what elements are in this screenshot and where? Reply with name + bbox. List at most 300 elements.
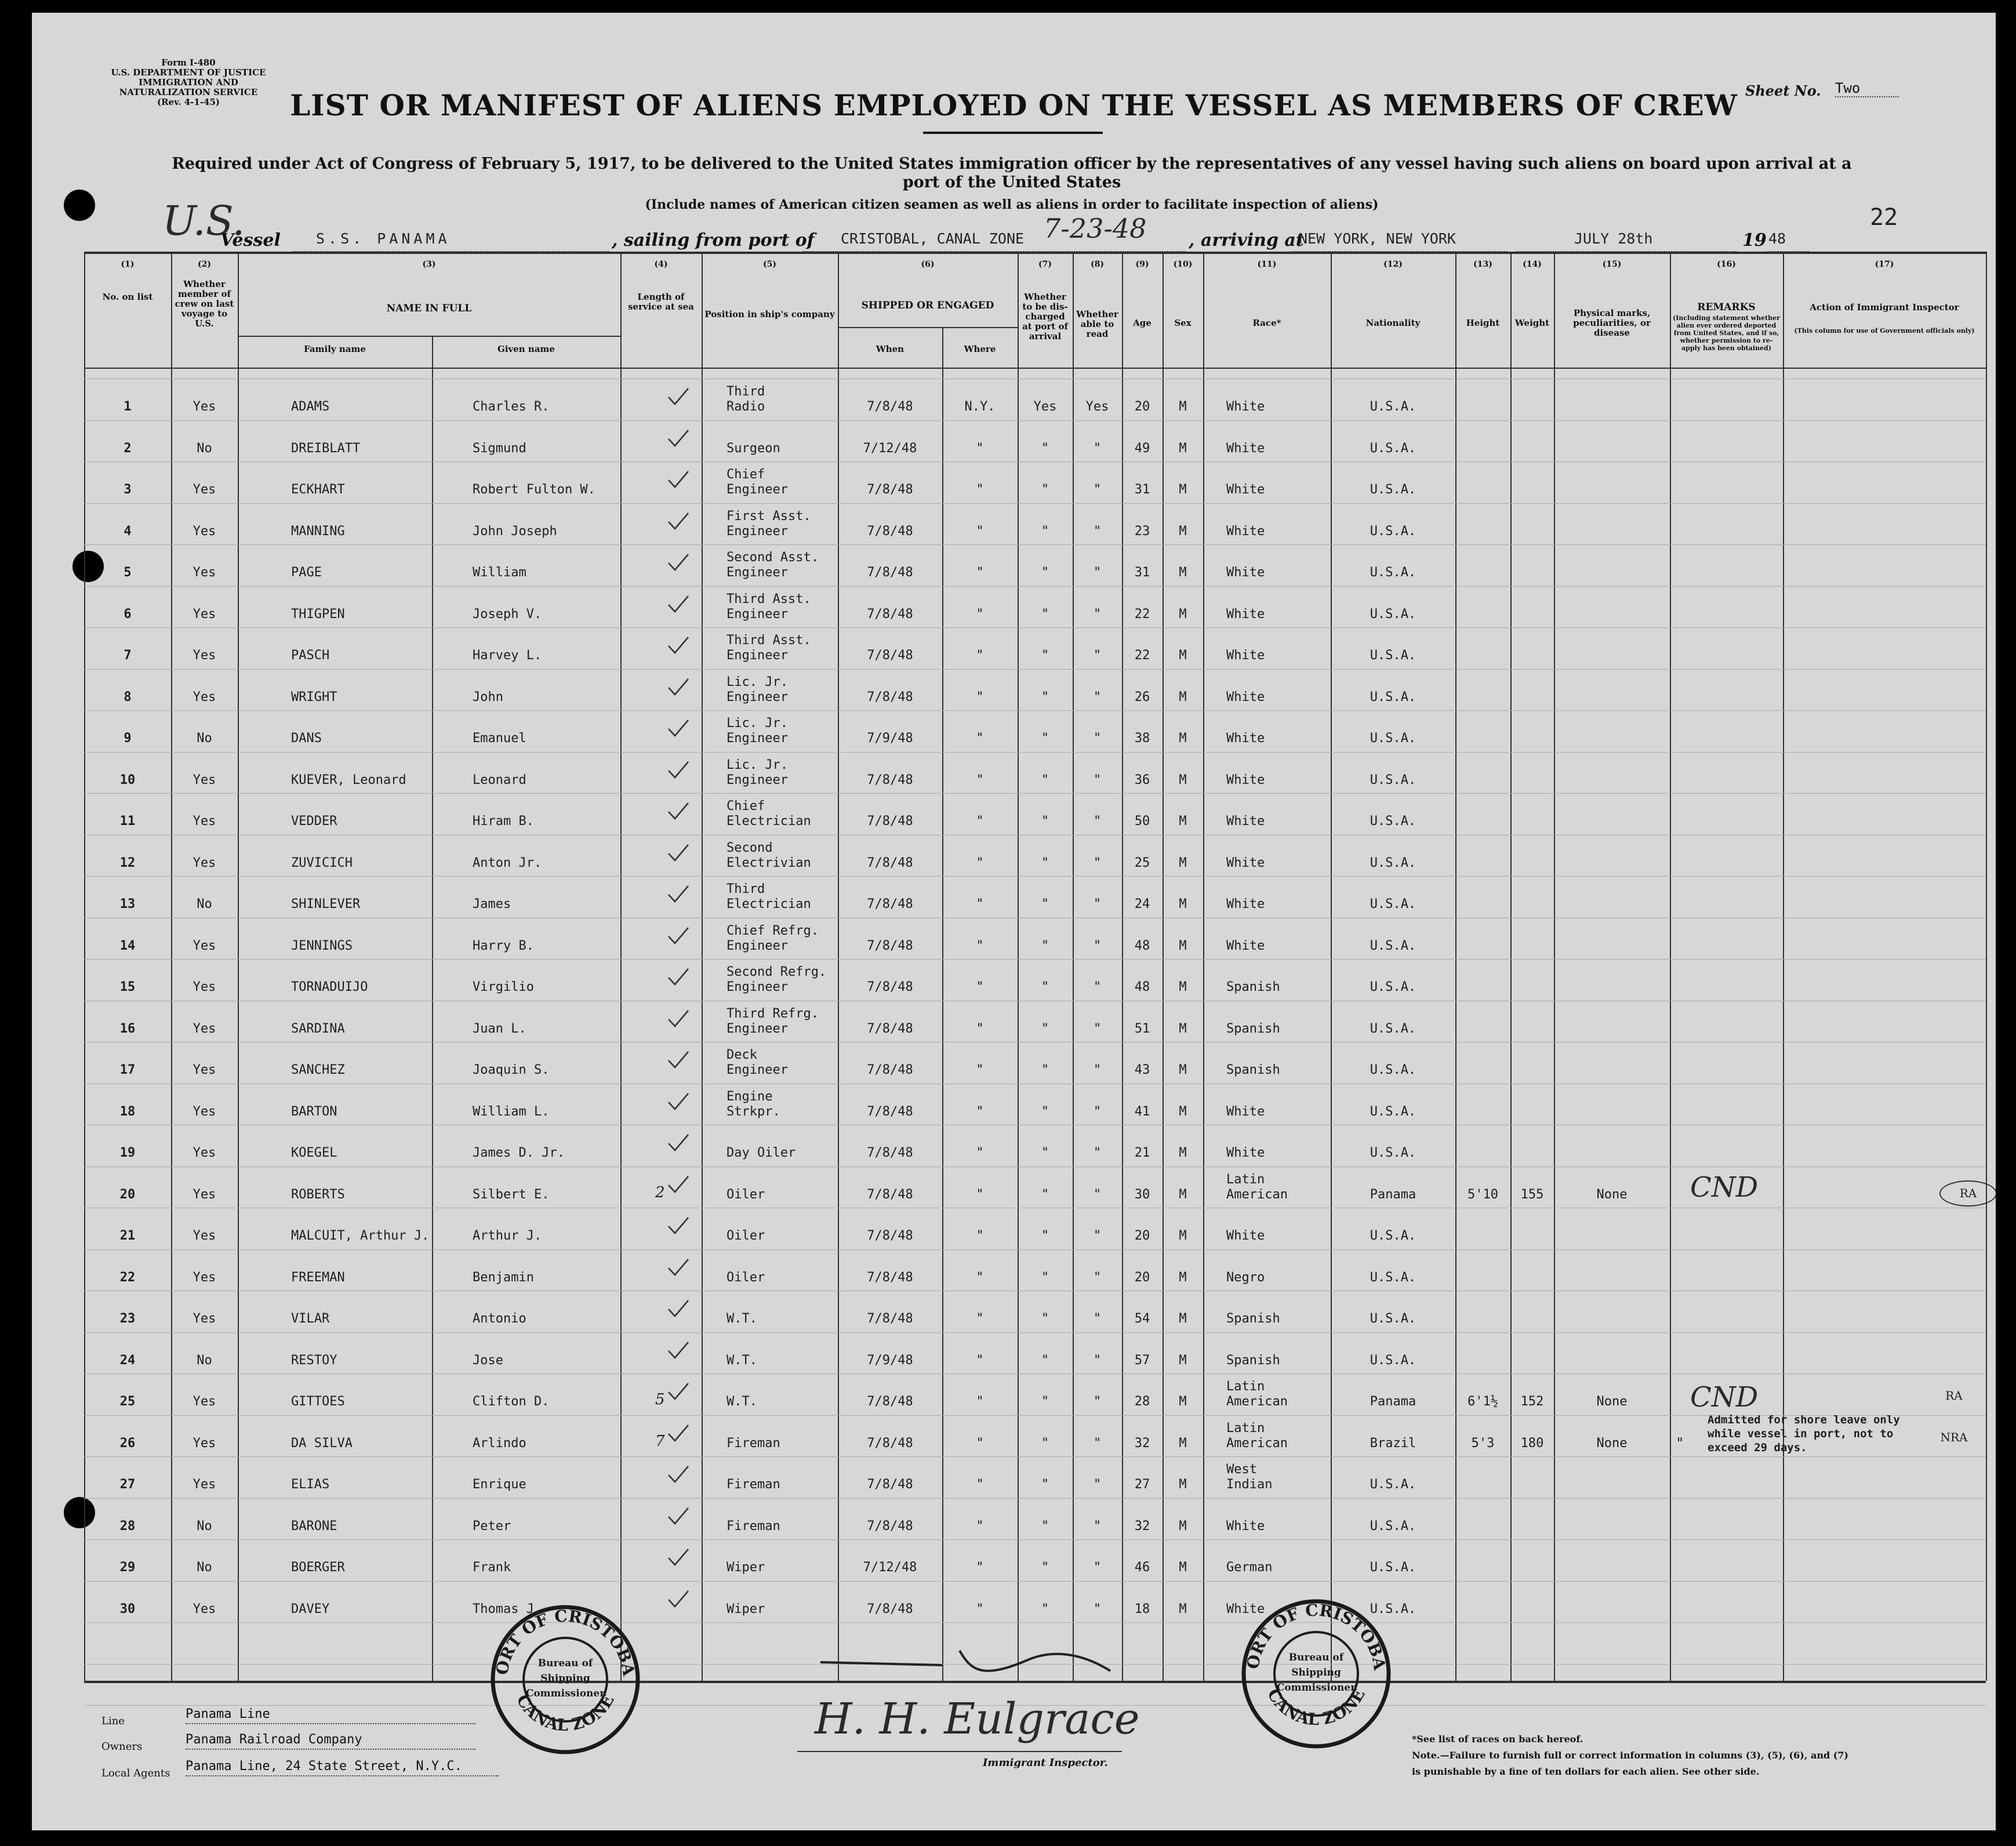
row-number: 10 bbox=[119, 772, 136, 787]
remarks-ditto: " bbox=[1676, 1434, 1684, 1451]
race-line: Spanish bbox=[1226, 1063, 1280, 1077]
row-number: 16 bbox=[119, 1021, 136, 1036]
header-physical-marks: Physical marks, peculiarities, or disease bbox=[1573, 308, 1651, 338]
shipped-when: 7/8/48 bbox=[867, 1187, 913, 1202]
sheet-value: Two bbox=[1835, 80, 1899, 97]
requirement-text bbox=[119, 155, 1905, 192]
family-name: RESTOY bbox=[291, 1353, 337, 1368]
family-name: TORNADUIJO bbox=[291, 980, 368, 994]
signature-line bbox=[797, 1751, 1122, 1752]
position-line: Lic. Jr. bbox=[727, 757, 788, 772]
age-value: 20 bbox=[1134, 1229, 1150, 1243]
age-value: 22 bbox=[1134, 606, 1150, 622]
checkmark-icon bbox=[667, 1589, 690, 1609]
row-number: 22 bbox=[119, 1270, 136, 1285]
row-number: 11 bbox=[119, 814, 136, 828]
header-able-to-read: Whether able to read bbox=[1076, 309, 1118, 339]
row-number: 17 bbox=[119, 1063, 136, 1077]
stamp-top-text: ORT OF CRISTOBA bbox=[1243, 1600, 1390, 1671]
header-nationality: Nationality bbox=[1365, 318, 1421, 328]
age-value: 32 bbox=[1134, 1436, 1150, 1451]
row-rule bbox=[84, 1539, 1986, 1540]
footnote: Note.—Failure to furnish full or correct information in columns (3), (5), (6), and (7) bbox=[1412, 1750, 1848, 1761]
age-value: 31 bbox=[1134, 482, 1150, 497]
header-family-name: Family name bbox=[304, 344, 366, 354]
row-rule bbox=[84, 503, 1986, 504]
position-line: Chief bbox=[727, 467, 765, 482]
age-value: 26 bbox=[1134, 689, 1150, 704]
row-rule bbox=[84, 710, 1986, 711]
stamp-center-line: Bureau of bbox=[537, 1658, 593, 1669]
last-voyage-value: No bbox=[197, 441, 212, 456]
cristobal-stamp bbox=[1238, 1596, 1394, 1752]
column-divider bbox=[1670, 252, 1671, 1681]
family-name: SHINLEVER bbox=[291, 897, 361, 911]
position-line: Third Refrg. bbox=[727, 1006, 819, 1021]
year-suffix-text: 48 bbox=[1768, 230, 1786, 247]
weight-value: 152 bbox=[1520, 1394, 1544, 1409]
discharged-value: " bbox=[1041, 441, 1049, 456]
row-number: 4 bbox=[123, 524, 132, 539]
nationality-value: U.S.A. bbox=[1370, 1477, 1416, 1492]
weight-value: 155 bbox=[1520, 1187, 1544, 1202]
shipped-when: 7/8/48 bbox=[867, 980, 913, 994]
read-value: " bbox=[1093, 855, 1102, 870]
footnote: *See list of races on back hereof. bbox=[1412, 1734, 1583, 1745]
sex-value: M bbox=[1179, 1560, 1187, 1575]
given-name: William bbox=[473, 565, 526, 580]
row-number: 6 bbox=[123, 606, 132, 622]
last-voyage-value: Yes bbox=[192, 938, 216, 953]
header-where: Where bbox=[964, 344, 996, 354]
race-line: White bbox=[1226, 565, 1265, 580]
header-race: Race* bbox=[1252, 318, 1281, 328]
checkmark-icon bbox=[667, 884, 690, 904]
family-name: BARTON bbox=[291, 1104, 337, 1119]
given-name: Charles R. bbox=[473, 399, 550, 414]
sex-value: M bbox=[1179, 938, 1187, 953]
checkmark-icon bbox=[667, 553, 690, 572]
race-line: White bbox=[1226, 689, 1265, 704]
position-line: Wiper bbox=[727, 1560, 765, 1575]
given-name: Leonard bbox=[473, 772, 526, 787]
row-number: 8 bbox=[123, 689, 132, 704]
discharged-value: " bbox=[1041, 1560, 1049, 1575]
position-line: Third bbox=[727, 882, 765, 896]
row-rule bbox=[84, 420, 1986, 421]
sex-value: M bbox=[1179, 1477, 1187, 1492]
shipped-where: " bbox=[976, 1560, 984, 1575]
header-shipped-or-engaged: SHIPPED OR ENGAGED bbox=[861, 300, 994, 311]
height-value: 5'10 bbox=[1467, 1187, 1498, 1202]
shipped-when: 7/8/48 bbox=[867, 648, 913, 663]
nationality-value: U.S.A. bbox=[1370, 1063, 1416, 1077]
shipped-where: " bbox=[976, 938, 984, 953]
position-line: Second bbox=[727, 840, 773, 855]
last-voyage-value: Yes bbox=[192, 648, 216, 663]
read-value: " bbox=[1093, 1270, 1102, 1285]
year-prefix: 19 bbox=[1742, 230, 1767, 250]
shipped-when: 7/8/48 bbox=[867, 524, 913, 539]
header-age: Age bbox=[1133, 318, 1152, 328]
column-divider bbox=[1073, 252, 1074, 1681]
position-line: Engine bbox=[727, 1089, 773, 1104]
row-number: 12 bbox=[119, 855, 136, 870]
given-name: Frank bbox=[473, 1560, 511, 1575]
age-value: 48 bbox=[1134, 980, 1150, 994]
family-name: VEDDER bbox=[291, 814, 337, 828]
form-number: Form I-480 bbox=[161, 57, 216, 68]
last-voyage-value: Yes bbox=[192, 606, 216, 622]
position-line: Lic. Jr. bbox=[727, 674, 788, 689]
stamp-center-line: Commissioner bbox=[525, 1688, 605, 1699]
stamp-center-line: Commissioner bbox=[1276, 1682, 1356, 1694]
punch-hole bbox=[64, 190, 95, 221]
shipped-where: " bbox=[976, 648, 984, 663]
family-name: JENNINGS bbox=[291, 938, 353, 953]
shipped-where: " bbox=[976, 1518, 984, 1534]
row-number: 23 bbox=[119, 1311, 136, 1326]
checkmark-icon bbox=[667, 1382, 690, 1401]
read-value: " bbox=[1093, 1477, 1102, 1492]
sex-value: M bbox=[1179, 897, 1187, 911]
position-line: Engineer bbox=[727, 648, 788, 663]
race-line: American bbox=[1226, 1436, 1288, 1451]
age-value: 54 bbox=[1134, 1311, 1150, 1326]
last-voyage-value: Yes bbox=[192, 772, 216, 787]
position-line: Engineer bbox=[727, 772, 788, 787]
column-number: (11) bbox=[1257, 260, 1277, 269]
nationality-value: U.S.A. bbox=[1370, 482, 1416, 497]
shipped-when: 7/8/48 bbox=[867, 1104, 913, 1119]
position-line: Engineer bbox=[727, 606, 788, 622]
last-voyage-value: Yes bbox=[192, 1104, 216, 1119]
row-rule bbox=[84, 544, 1986, 545]
race-line: White bbox=[1226, 399, 1265, 414]
given-name: Hiram B. bbox=[473, 814, 534, 828]
vessel-name-text: S.S. PANAMA bbox=[316, 230, 451, 247]
given-name: Peter bbox=[473, 1518, 511, 1534]
position-line: Oiler bbox=[727, 1270, 765, 1285]
nationality-value: U.S.A. bbox=[1370, 524, 1416, 539]
family-name: THIGPEN bbox=[291, 606, 345, 622]
marks-value: None bbox=[1596, 1187, 1628, 1202]
position-line: Engineer bbox=[727, 689, 788, 704]
header-name-in-full: NAME IN FULL bbox=[386, 303, 472, 314]
service-length: 7 bbox=[655, 1432, 665, 1450]
shipped-where: " bbox=[976, 1270, 984, 1285]
read-value: " bbox=[1093, 1187, 1102, 1202]
sex-value: M bbox=[1179, 980, 1187, 994]
position-line: Chief bbox=[727, 799, 765, 813]
header-action: Action of Immigrant Inspector bbox=[1810, 302, 1959, 312]
position-line: Electrician bbox=[727, 814, 811, 828]
nationality-value: U.S.A. bbox=[1370, 1311, 1416, 1326]
family-name: BARONE bbox=[291, 1518, 337, 1534]
vessel-name bbox=[293, 230, 609, 252]
position-line: Engineer bbox=[727, 980, 788, 994]
sex-value: M bbox=[1179, 731, 1187, 746]
vessel-label: Vessel bbox=[220, 230, 281, 250]
form-service: IMMIGRATION AND NATURALIZATION SERVICE bbox=[119, 77, 258, 97]
shipped-when: 7/8/48 bbox=[867, 1311, 913, 1326]
requirement-note: (Include names of American citizen seamen as well as aliens in order to facilitate inspection of aliens) bbox=[645, 197, 1379, 212]
nationality-value: U.S.A. bbox=[1370, 1560, 1416, 1575]
last-voyage-value: Yes bbox=[192, 1601, 216, 1616]
column-number: (3) bbox=[422, 260, 436, 269]
checkmark-icon bbox=[667, 1547, 690, 1567]
discharged-value: " bbox=[1041, 855, 1049, 870]
last-voyage-value: Yes bbox=[192, 1436, 216, 1451]
sex-value: M bbox=[1179, 482, 1187, 497]
race-line: Latin bbox=[1226, 1420, 1265, 1436]
handwritten-date: 7-23-48 bbox=[1044, 213, 1147, 244]
discharged-value: " bbox=[1041, 980, 1049, 994]
discharged-value: " bbox=[1041, 1436, 1049, 1451]
action-value: RA bbox=[1939, 1180, 1996, 1207]
row-rule bbox=[84, 1622, 1986, 1623]
remarks-handwritten: CND bbox=[1690, 1381, 1759, 1413]
family-name: DANS bbox=[291, 731, 322, 746]
read-value: " bbox=[1093, 1436, 1102, 1451]
discharged-value: " bbox=[1041, 897, 1049, 911]
page-number: 22 bbox=[1870, 204, 1898, 231]
stamp-bottom-text: CANAL ZONE bbox=[513, 1691, 618, 1735]
read-value: " bbox=[1093, 482, 1102, 497]
nationality-value: Panama bbox=[1370, 1394, 1416, 1409]
family-name: KUEVER, Leonard bbox=[291, 772, 406, 787]
column-divider bbox=[1018, 252, 1019, 1681]
given-name: Clifton D. bbox=[473, 1394, 550, 1409]
name-subheader-line bbox=[238, 336, 620, 337]
given-name: John bbox=[473, 689, 503, 704]
family-name: SANCHEZ bbox=[291, 1063, 345, 1077]
sex-value: M bbox=[1179, 1436, 1187, 1451]
stamp-center-line: Shipping bbox=[540, 1673, 590, 1684]
row-rule bbox=[84, 1456, 1986, 1457]
shipped-when: 7/8/48 bbox=[867, 1436, 913, 1451]
race-line: German bbox=[1226, 1560, 1273, 1575]
row-number: 20 bbox=[119, 1187, 136, 1202]
family-name: ELIAS bbox=[291, 1477, 330, 1492]
read-value: " bbox=[1093, 441, 1102, 456]
shipped-where: " bbox=[976, 1146, 984, 1160]
discharged-value: " bbox=[1041, 1270, 1049, 1285]
checkmark-icon bbox=[667, 801, 690, 821]
checkmark-icon bbox=[667, 1050, 690, 1070]
row-number: 29 bbox=[119, 1560, 136, 1575]
discharged-value: " bbox=[1041, 1021, 1049, 1036]
shipped-where: " bbox=[976, 1229, 984, 1243]
owners-value: Panama Railroad Company bbox=[186, 1732, 475, 1750]
sex-value: M bbox=[1179, 814, 1187, 828]
sex-value: M bbox=[1179, 1229, 1187, 1243]
last-voyage-value: No bbox=[197, 897, 212, 911]
row-rule bbox=[84, 1373, 1986, 1374]
position-line: Engineer bbox=[727, 482, 788, 497]
sex-value: M bbox=[1179, 1518, 1187, 1534]
race-line: White bbox=[1226, 524, 1265, 539]
shipped-where: " bbox=[976, 441, 984, 456]
shipped-when: 7/8/48 bbox=[867, 772, 913, 787]
age-value: 21 bbox=[1134, 1146, 1150, 1160]
age-value: 38 bbox=[1134, 731, 1150, 746]
given-name: Harry B. bbox=[473, 938, 534, 953]
row-number: 18 bbox=[119, 1104, 136, 1119]
read-value: " bbox=[1093, 897, 1102, 911]
race-line: Spanish bbox=[1226, 980, 1280, 994]
shipped-when: 7/8/48 bbox=[867, 1270, 913, 1285]
given-name: John Joseph bbox=[473, 524, 557, 539]
row-rule bbox=[84, 1415, 1986, 1416]
shipped-when: 7/9/48 bbox=[867, 1353, 913, 1368]
action-value: NRA bbox=[1940, 1430, 1968, 1444]
given-name: James bbox=[473, 897, 511, 911]
sex-value: M bbox=[1179, 1104, 1187, 1119]
read-value: " bbox=[1093, 814, 1102, 828]
nationality-value: U.S.A. bbox=[1370, 399, 1416, 414]
shipped-where: " bbox=[976, 731, 984, 746]
family-name: KOEGEL bbox=[291, 1146, 337, 1160]
nationality-value: U.S.A. bbox=[1370, 606, 1416, 622]
sex-value: M bbox=[1179, 648, 1187, 663]
row-number: 26 bbox=[119, 1436, 136, 1451]
header-height: Height bbox=[1466, 318, 1500, 328]
row-number: 19 bbox=[119, 1146, 136, 1160]
last-voyage-value: Yes bbox=[192, 1270, 216, 1285]
header-position: Position in ship's company bbox=[704, 309, 835, 319]
nationality-value: U.S.A. bbox=[1370, 648, 1416, 663]
service-length: 2 bbox=[655, 1183, 665, 1201]
read-value: " bbox=[1093, 1146, 1102, 1160]
last-voyage-value: Yes bbox=[192, 565, 216, 580]
shipped-where: " bbox=[976, 689, 984, 704]
family-name: SARDINA bbox=[291, 1021, 345, 1036]
position-line: Lic. Jr. bbox=[727, 716, 788, 731]
discharged-value: " bbox=[1041, 1146, 1049, 1160]
column-number: (2) bbox=[198, 260, 211, 269]
discharged-value: " bbox=[1041, 648, 1049, 663]
read-value: " bbox=[1093, 524, 1102, 539]
family-name: DA SILVA bbox=[291, 1436, 353, 1451]
read-value: " bbox=[1093, 648, 1102, 663]
age-value: 46 bbox=[1134, 1560, 1150, 1575]
sex-value: M bbox=[1179, 855, 1187, 870]
column-number: (12) bbox=[1383, 260, 1403, 269]
sex-value: M bbox=[1179, 1353, 1187, 1368]
nationality-value: U.S.A. bbox=[1370, 1353, 1416, 1368]
shipped-when: 7/9/48 bbox=[867, 731, 913, 746]
nationality-value: U.S.A. bbox=[1370, 1146, 1416, 1160]
last-voyage-value: Yes bbox=[192, 482, 216, 497]
race-line: Spanish bbox=[1226, 1311, 1280, 1326]
header-length-of-service: Length of service at sea bbox=[628, 292, 694, 312]
shipped-where: " bbox=[976, 1021, 984, 1036]
family-name: DAVEY bbox=[291, 1601, 330, 1616]
age-value: 57 bbox=[1134, 1353, 1150, 1368]
shipped-when: 7/8/48 bbox=[867, 1601, 913, 1616]
position-line: Engineer bbox=[727, 524, 788, 539]
age-value: 20 bbox=[1134, 1270, 1150, 1285]
discharged-value: " bbox=[1041, 1229, 1049, 1243]
sex-value: M bbox=[1179, 399, 1187, 414]
read-value: " bbox=[1093, 1229, 1102, 1243]
family-name: FREEMAN bbox=[291, 1270, 345, 1285]
given-name: Jose bbox=[473, 1353, 503, 1368]
discharged-value: " bbox=[1041, 482, 1049, 497]
race-line: West bbox=[1226, 1462, 1257, 1477]
checkmark-icon bbox=[667, 677, 690, 697]
header-no-on-list: No. on list bbox=[102, 292, 153, 302]
position-line: Third bbox=[727, 384, 765, 399]
age-value: 25 bbox=[1134, 855, 1150, 870]
stamp-center-line: Bureau of bbox=[1288, 1652, 1344, 1663]
shipped-where: " bbox=[976, 1311, 984, 1326]
row-number: 5 bbox=[123, 565, 132, 580]
nationality-value: U.S.A. bbox=[1370, 1270, 1416, 1285]
checkmark-icon bbox=[667, 843, 690, 863]
manifest-sheet bbox=[32, 13, 1996, 1830]
discharged-value: " bbox=[1041, 814, 1049, 828]
discharged-value: " bbox=[1041, 1311, 1049, 1326]
last-voyage-value: Yes bbox=[192, 1477, 216, 1492]
shipped-where: " bbox=[976, 980, 984, 994]
family-name: ZUVICICH bbox=[291, 855, 353, 870]
family-name: PAGE bbox=[291, 565, 322, 580]
sex-value: M bbox=[1179, 1146, 1187, 1160]
nationality-value: U.S.A. bbox=[1370, 1104, 1416, 1119]
race-line: White bbox=[1226, 731, 1265, 746]
read-value: " bbox=[1093, 1394, 1102, 1409]
column-divider bbox=[84, 252, 85, 1681]
age-value: 24 bbox=[1134, 897, 1150, 911]
column-divider bbox=[1203, 252, 1204, 1681]
shipped-when: 7/8/48 bbox=[867, 1146, 913, 1160]
last-voyage-value: Yes bbox=[192, 855, 216, 870]
shipped-where: " bbox=[976, 1436, 984, 1451]
discharged-value: " bbox=[1041, 1187, 1049, 1202]
last-voyage-value: Yes bbox=[192, 1229, 216, 1243]
age-value: 30 bbox=[1134, 1187, 1150, 1202]
shipped-where: " bbox=[976, 524, 984, 539]
column-number: (8) bbox=[1091, 260, 1104, 269]
nationality-value: U.S.A. bbox=[1370, 1229, 1416, 1243]
header-bottom-border bbox=[84, 368, 1986, 369]
family-name: ROBERTS bbox=[291, 1187, 345, 1202]
nationality-value: U.S.A. bbox=[1370, 565, 1416, 580]
last-voyage-value: Yes bbox=[192, 399, 216, 414]
nationality-value: Brazil bbox=[1370, 1436, 1416, 1451]
column-divider bbox=[1783, 252, 1784, 1681]
row-number: 9 bbox=[123, 731, 132, 746]
shipped-where: N.Y. bbox=[964, 399, 996, 414]
crew-manifest-table bbox=[84, 252, 1986, 1681]
race-line: White bbox=[1226, 897, 1265, 911]
column-number: (15) bbox=[1602, 260, 1622, 269]
family-name: GITTOES bbox=[291, 1394, 345, 1409]
read-value: " bbox=[1093, 1311, 1102, 1326]
age-value: 23 bbox=[1134, 524, 1150, 539]
checkmark-icon bbox=[667, 1175, 690, 1194]
row-rule bbox=[84, 1249, 1986, 1250]
discharged-value: " bbox=[1041, 689, 1049, 704]
checkmark-icon bbox=[667, 1092, 690, 1111]
given-name: Sigmund bbox=[473, 441, 526, 456]
shipped-when: 7/8/48 bbox=[867, 938, 913, 953]
age-value: 20 bbox=[1134, 399, 1150, 414]
row-rule bbox=[84, 627, 1986, 628]
row-number: 2 bbox=[123, 441, 132, 456]
